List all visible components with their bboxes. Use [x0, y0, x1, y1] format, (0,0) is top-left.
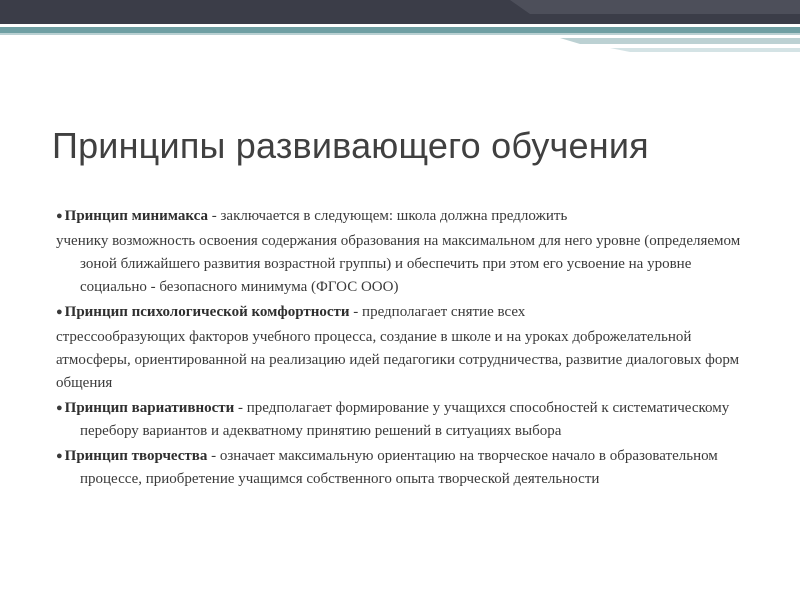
principle-text: - означает максимальную ориентацию на творческое начало в образовательном процессе, приобретение учащимся собственного опыта творческой деятельности: [80, 448, 718, 487]
principle-text: - предполагает формирование у учащихся способностей к систематическому перебору вариантов и адекватному принятию решений в ситуациях выбора: [80, 400, 730, 439]
principle-text: - заключается в следующем: школа должна предложить: [208, 208, 568, 224]
principle-title: Принцип минимакса: [64, 208, 208, 224]
corner-decoration: [470, 0, 800, 60]
principle-title: Принцип вариативности: [64, 400, 235, 416]
paragraph-comfort: [56, 301, 746, 324]
paragraph-minimax: [56, 205, 746, 228]
bullet-icon: ●: [56, 306, 63, 318]
paragraph-minimax-cont: ученику возможность освоения содержания образования на максимальном для него уровне (определяемом зоной ближайшего развития возрастной группы) и обеспечить при этом его усвоение на уровне социально - безопасного минимума (ФГОС ООО): [56, 233, 741, 295]
slide-body: [56, 205, 746, 493]
principle-title: Принцип творчества: [64, 448, 208, 464]
principle-text: - предполагает снятие всех: [349, 304, 526, 320]
bullet-icon: ●: [56, 402, 63, 414]
paragraph-variability: [56, 397, 746, 443]
slide-title: Принципы развивающего обучения: [52, 125, 649, 166]
principle-title: Принцип психологической комфортности: [64, 304, 350, 320]
paragraph-creativity: [56, 445, 746, 491]
paragraph-comfort-cont: стрессообразующих факторов учебного процесса, создание в школе и на уроках доброжелательной атмосферы, ориентированной на реализацию идей педагогики сотрудничества, развитие диалоговых форм общения: [56, 329, 740, 391]
bullet-icon: ●: [56, 210, 63, 222]
bullet-icon: ●: [56, 450, 63, 462]
